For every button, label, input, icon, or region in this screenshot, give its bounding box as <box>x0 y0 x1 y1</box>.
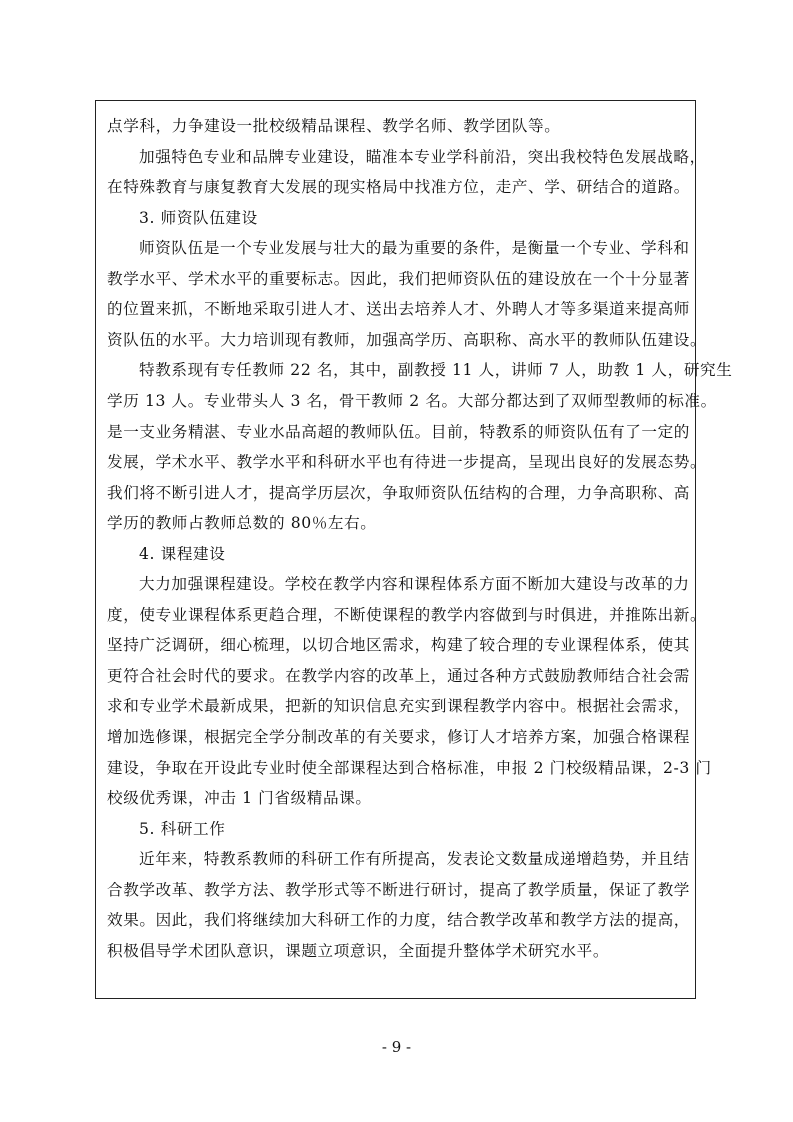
text-line: 是一支业务精湛、专业水品高超的教师队伍。目前，特教系的师资队伍有了一定的 <box>107 422 690 441</box>
text-line: 的位置来抓，不断地采取引进人才、送出去培养人才、外聘人才等多渠道来提高师 <box>107 300 690 319</box>
text-line: 积极倡导学术团队意识，课题立项意识，全面提升整体学术研究水平。 <box>107 941 610 960</box>
text-line: 校级优秀课，冲击 1 门省级精品课。 <box>107 789 372 808</box>
text-line: 求和专业学术最新成果，把新的知识信息充实到课程教学内容中。根据社会需求， <box>107 697 690 716</box>
text-line: 3. 师资队伍建设 <box>139 208 258 227</box>
text-line: 5. 科研工作 <box>139 819 226 838</box>
text-line: 合教学改革、教学方法、教学形式等不断进行研讨，提高了教学质量，保证了教学 <box>107 880 690 899</box>
text-line: 发展，学术水平、教学水平和科研水平也有待进一步提高，呈现出良好的发展态势。 <box>107 453 707 472</box>
text-line: 师资队伍是一个专业发展与壮大的最为重要的条件，是衡量一个专业、学科和 <box>139 239 690 258</box>
text-line: 效果。因此，我们将继续加大科研工作的力度，结合教学改革和教学方法的提高， <box>107 911 690 930</box>
text-line: 度，使专业课程体系更趋合理，不断使课程的教学内容做到与时俱进，并推陈出新。 <box>107 605 707 624</box>
text-line: 学历的教师占教师总数的 80％左右。 <box>107 514 377 533</box>
text-line: 更符合社会时代的要求。在教学内容的改革上，通过各种方式鼓励教师结合社会需 <box>107 666 690 685</box>
text-line: 教学水平、学术水平的重要标志。因此，我们把师资队伍的建设放在一个十分显著 <box>107 269 690 288</box>
text-line: 建设，争取在开设此专业时使全部课程达到合格标准，申报 2 门校级精品课，2-3 门 <box>107 758 712 777</box>
text-line: 资队伍的水平。大力培训现有教师，加强高学历、高职称、高水平的教师队伍建设。 <box>107 330 707 349</box>
page-number: - 9 - <box>381 1038 412 1056</box>
text-line: 加强特色专业和品牌专业建设，瞄准本专业学科前沿，突出我校特色发展战略， <box>139 147 706 166</box>
text-line: 4. 课程建设 <box>139 544 226 563</box>
text-line: 大力加强课程建设。学校在教学内容和课程体系方面不断加大建设与改革的力 <box>139 575 690 594</box>
text-line: 我们将不断引进人才，提高学历层次，争取师资队伍结构的合理，力争高职称、高 <box>107 483 690 502</box>
text-line: 学历 13 人。专业带头人 3 名，骨干教师 2 名。大部分都达到了双师型教师的标准。 <box>107 391 717 410</box>
text-line: 点学科，力争建设一批校级精品课程、教学名师、教学团队等。 <box>107 117 561 135</box>
text-line: 近年来，特教系教师的科研工作有所提高，发表论文数量成递增趋势，并且结 <box>139 850 690 869</box>
text-line: 坚持广泛调研，细心梳理，以切合地区需求，构建了较合理的专业课程体系，使其 <box>107 636 690 655</box>
text-line: 在特殊教育与康复教育大发展的现实格局中找准方位，走产、学、研结合的道路。 <box>107 178 690 197</box>
text-line: 增加选修课，根据完全学分制改革的有关要求，修订人才培养方案，加强合格课程 <box>107 728 690 746</box>
text-line: 特教系现有专任教师 22 名，其中，副教授 11 人，讲师 7 人，助教 1 人，研究生 <box>139 361 733 380</box>
